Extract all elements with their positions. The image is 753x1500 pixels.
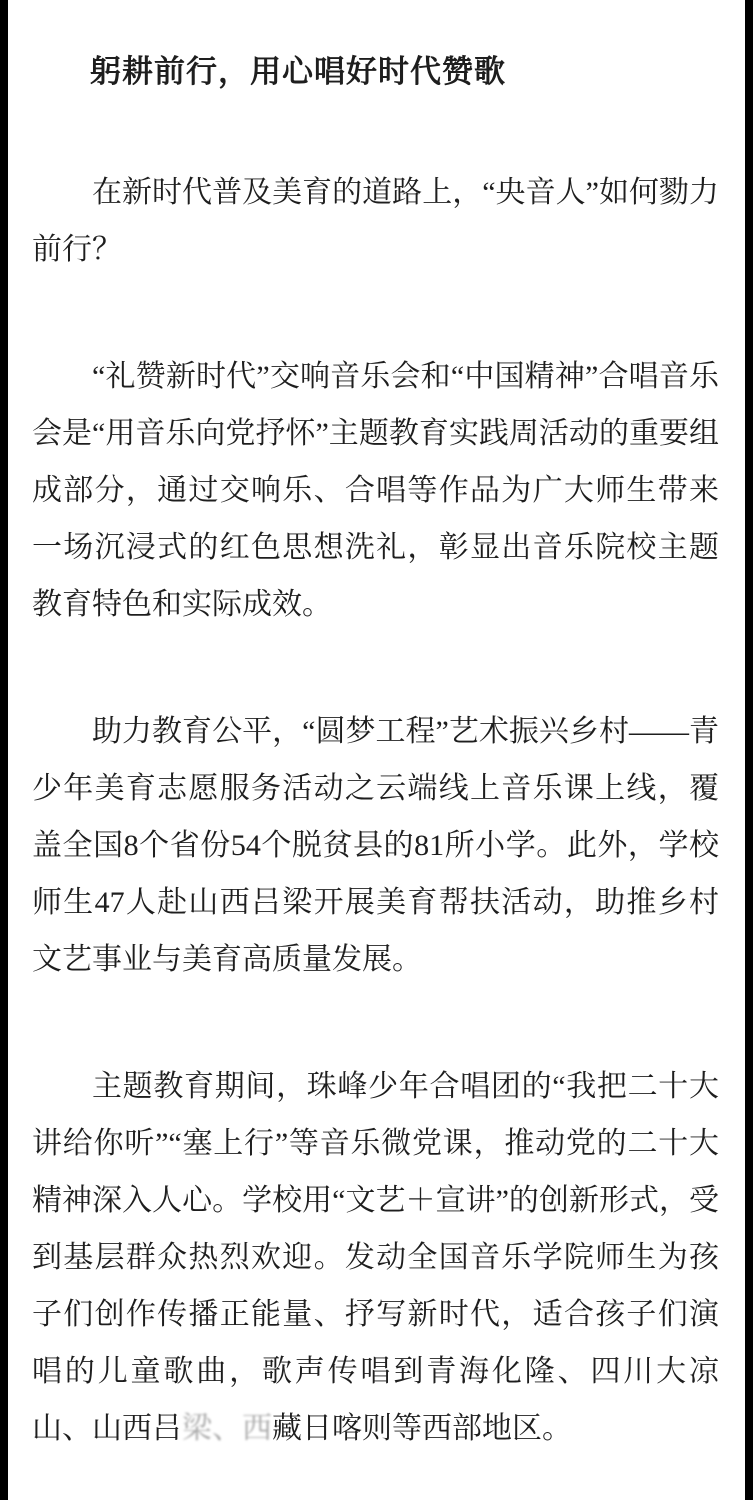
paragraph-intro: 在新时代普及美育的道路上，“央音人”如何勠力前行？ bbox=[32, 176, 719, 266]
paragraph-theme-education-lead: 主题教育期间，珠峰少年合唱团的“我把二十大讲给你听”“塞上行”等音乐微党课，推动党的二十大精神深入人心。学校用“文艺＋宣讲”的创新形式，受到基层群众热烈欢迎。发动全国音乐学院师生为孩子们创作传播正能量、抒写新时代，适合孩子们演唱的儿童歌曲，歌声传唱到青海化隆、四川大凉山、山西吕 bbox=[32, 1070, 719, 1445]
paragraph-theme-education-tail: 藏日喀则等西部地区。 bbox=[272, 1412, 572, 1445]
paragraph-theme-education bbox=[32, 1058, 719, 1457]
left-edge-bar bbox=[0, 0, 8, 1500]
paragraph-education-equity: 助力教育公平，“圆梦工程”艺术振兴乡村——青少年美育志愿服务活动之云端线上音乐课上线，覆盖全国8个省份54个脱贫县的81所小学。此外，学校师生47人赴山西吕梁开展美育帮扶活动，助推乡村文艺事业与美育高质量发展。 bbox=[32, 715, 719, 976]
paragraph-theme-education-smudged-text: 梁、西 bbox=[182, 1412, 272, 1445]
article-content bbox=[8, 0, 745, 1457]
right-edge-bar bbox=[745, 0, 753, 1500]
article-title: 躬耕前行，用心唱好时代赞歌 bbox=[90, 54, 506, 89]
paragraph-concerts: “礼赞新时代”交响音乐会和“中国精神”合唱音乐会是“用音乐向党抒怀”主题教育实践周活动的重要组成部分，通过交响乐、合唱等作品为广大师生带来一场沉浸式的红色思想洗礼，彰显出音乐院校主题教育特色和实际成效。 bbox=[32, 360, 719, 621]
